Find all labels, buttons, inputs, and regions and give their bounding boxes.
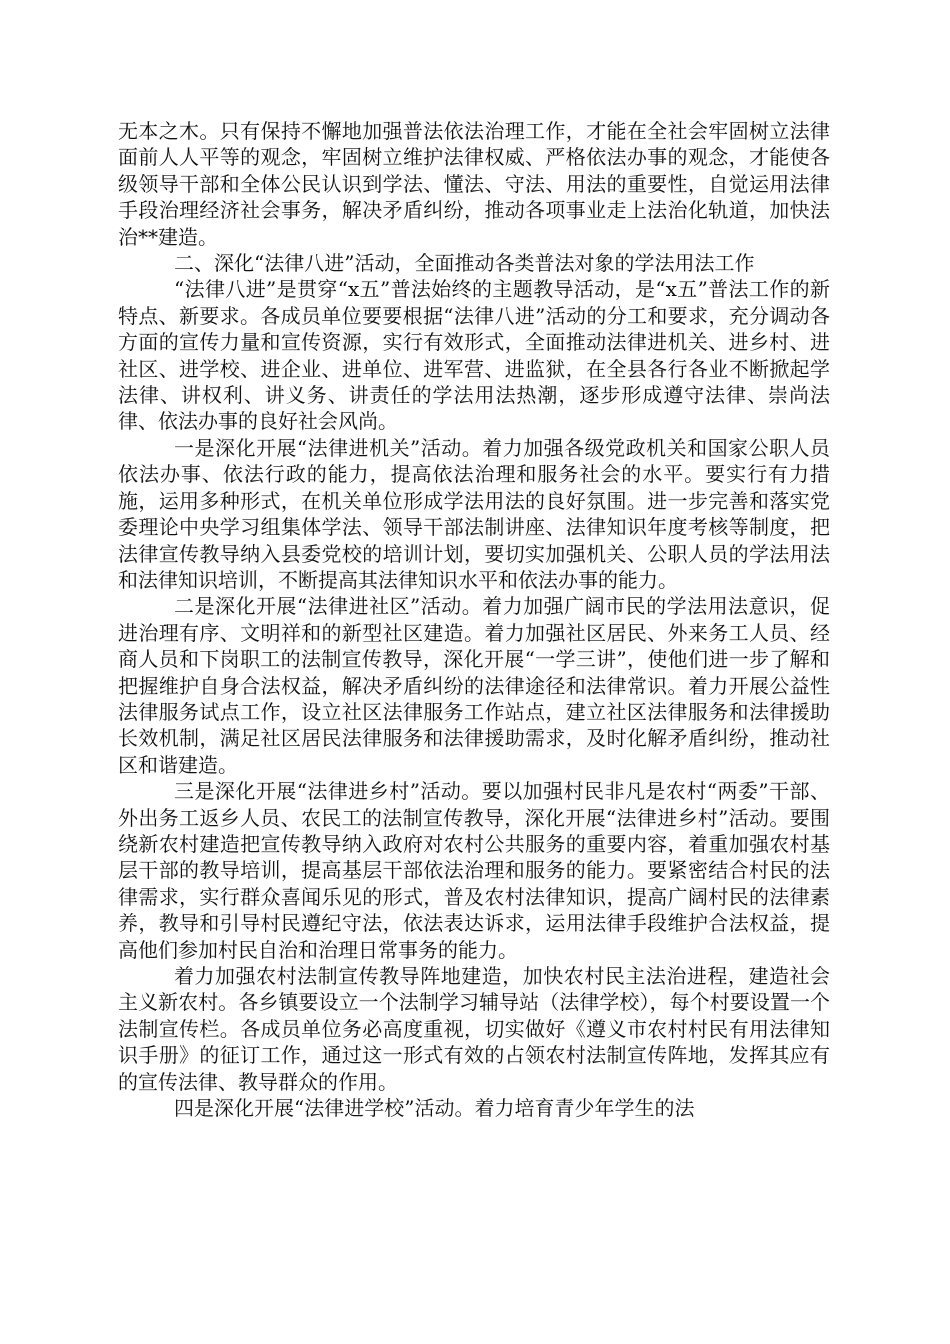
paragraph-4: 一是深化开展“法律进机关”活动。着力加强各级党政机关和国家公职人员依法办事、依法行政的能力，提高依法治理和服务社会的水平。要实行有力措施，运用多种形式，在机关单位形成学法用法的良好氛围。进一步完善和落实党委理论中央学习组集体学法、领导干部法制讲座、法律知识年度考核等制度，把法律宣传教导纳入县委党校的培训计划，要切实加强机关、公职人员的学法用法和法律知识培训，不断提高其法律知识水平和依法办事的能力。 — [118, 435, 830, 592]
paragraph-6: 三是深化开展“法律进乡村”活动。要以加强村民非凡是农村“两委”干部、外出务工返乡人员、农民工的法制宣传教导，深化开展“法律进乡村”活动。要围绕新农村建造把宣传教导纳入政府对农村公共服务的重要内容，着重加强农村基层干部的教导培训，提高基层干部依法治理和服务的能力。要紧密结合村民的法律需求，实行群众喜闻乐见的形式，普及农村法律知识，提高广阔村民的法律素养，教导和引导村民遵纪守法，依法表达诉求，运用法律手段维护合法权益，提高他们参加村民自治和治理日常事务的能力。 — [118, 779, 830, 962]
paragraph-5: 二是深化开展“法律进社区”活动。着力加强广阔市民的学法用法意识，促进治理有序、文明祥和的新型社区建造。着力加强社区居民、外来务工人员、经商人员和下岗职工的法制宣传教导，深化开展“一学三讲”，使他们进一步了解和把握维护自身合法权益，解决矛盾纠纷的法律途径和法律常识。着力开展公益性法律服务试点工作，设立社区法律服务工作站点，建立社区法律服务和法律援助长效机制，满足社区居民法律服务和法律援助需求，及时化解矛盾纠纷，推动社区和谐建造。 — [118, 594, 830, 777]
paragraph-3: “法律八进”是贯穿“x五”普法始终的主题教导活动，是“x五”普法工作的新特点、新要求。各成员单位要要根据“法律八进”活动的分工和要求，充分调动各方面的宣传力量和宣传资源，实行有效形式，全面推动法律进机关、进乡村、进社区、进学校、进企业、进单位、进军营、进监狱，在全县各行各业不断掀起学法律、讲权利、讲义务、讲责任的学法用法热潮，逐步形成遵守法律、崇尚法律、依法办事的良好社会风尚。 — [118, 277, 830, 434]
document-body — [118, 118, 830, 1121]
paragraph-1: 无本之木。只有保持不懈地加强普法依法治理工作，才能在全社会牢固树立法律面前人人平等的观念，牢固树立维护法律权威、严格依法办事的观念，才能使各级领导干部和全体公民认识到学法、懂法、守法、用法的重要性，自觉运用法律手段治理经济社会事务，解决矛盾纠纷，推动各项事业走上法治化轨道，加快法治**建造。 — [118, 119, 830, 249]
section-heading-2: 二、深化“法律八进”活动，全面推动各类普法对象的学法用法工作 — [174, 251, 755, 276]
paragraph-8: 四是深化开展“法律进学校”活动。着力培育青少年学生的法 — [174, 1096, 695, 1121]
paragraph-7: 着力加强农村法制宣传教导阵地建造，加快农村民主法治进程，建造社会主义新农村。各乡镇要设立一个法制学习辅导站（法律学校），每个村要设置一个法制宣传栏。各成员单位务必高度重视，切实做好《遵义市农村村民有用法律知识手册》的征订工作，通过这一形式有效的占领农村法制宣传阵地，发挥其应有的宣传法律、教导群众的作用。 — [118, 964, 830, 1094]
